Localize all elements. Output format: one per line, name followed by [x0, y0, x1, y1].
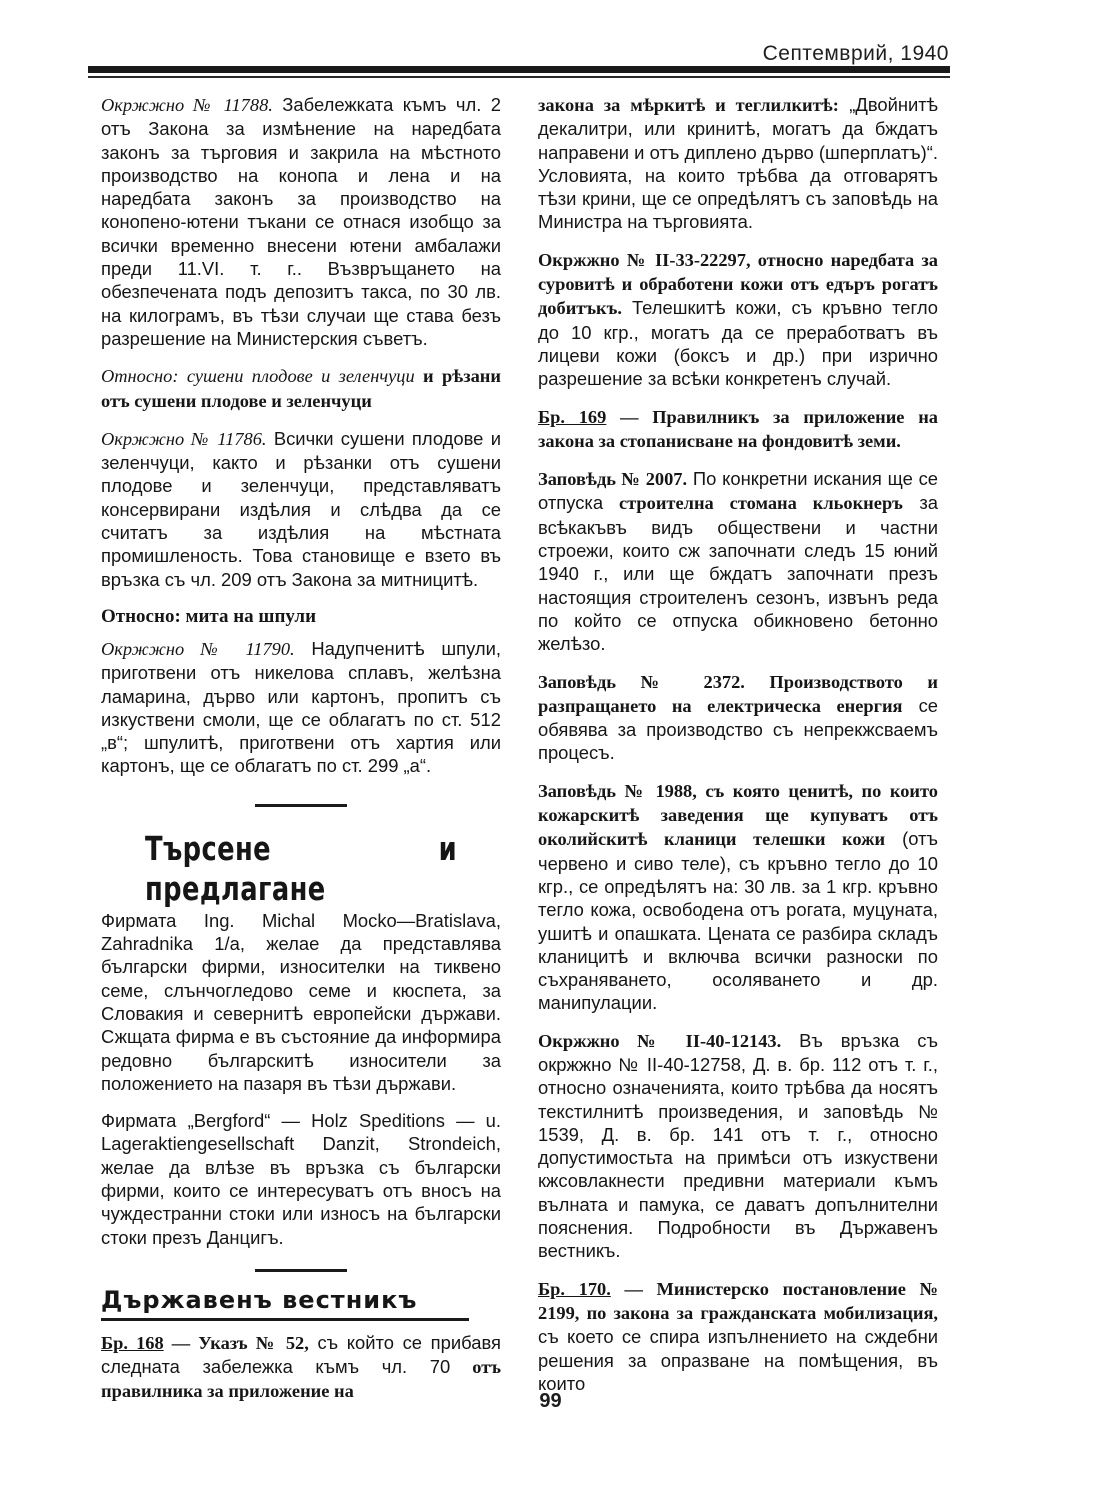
- issue-bold: — Правилникъ за приложение на закона за стопанисване на фондовитѣ земи.: [538, 406, 938, 451]
- circular-11788: [101, 93, 501, 350]
- order-2372: [538, 670, 938, 765]
- heading-bold: и рѣзани отъ сушени плодове и зеленчуци: [101, 366, 501, 411]
- section-title-state-gazette: Държавенъ вестникъ: [101, 1285, 418, 1314]
- circular-bold: Окржжно № II-40-12143.: [538, 1030, 782, 1051]
- issue-text: съ който се прибавя следната забележка къмъ чл. 70: [101, 1331, 501, 1378]
- law-text: „Двойнитѣ декалитри, или кринитѣ, могатъ да бждатъ направени и отъ дипленo дърво (шперплатъ)“. Условията, на които трѣбва да отговарятъ тѣзи крини, ще се опредѣлятъ съ заповѣдь на Министра на търговията.: [538, 94, 938, 233]
- order-text-2: за всѣкакъвъ видъ обществени и частни строежи, които сж започнати следъ 15 юний 1940 г., или ще бждатъ започнати презъ настоящия строителенъ сезонъ, извънъ реда по който се отпуска обикновено бетонно желѣзо.: [538, 492, 938, 655]
- gazette-issue-170: [538, 1277, 938, 1395]
- circular-text: Забележката къмъ чл. 2 отъ Закона за измѣнение на наредбата законъ за търговия и закрила на мѣстното производство на конопа и лена и на наредбата законъ за производство на конопено-ютени тъкани се отнася изобщо за всички временно внесени ютени амбалажи преди 11.VI. т. г.. Възвръщането на обезпечената подъ депозитъ такса, по 30 лв. на килограмъ, въ тѣзи случаи ще става безъ разрешение на Министерския съветъ.: [101, 94, 501, 349]
- issue-ref: Бр. 170.: [538, 1278, 611, 1299]
- right-column: [538, 93, 938, 1395]
- section-separator: [255, 804, 347, 807]
- issue-text: съ което се спира изпълнението на сждебни решения за опразване на помѣщения, въ които: [538, 1326, 938, 1394]
- heading-spools: Относно: мита на шпули: [101, 605, 317, 627]
- issue-ref: Бр. 168: [101, 1332, 164, 1353]
- gazette-rule: [101, 1318, 469, 1321]
- order-1988: [538, 779, 938, 1015]
- heading-italic: Относно: сушени плодове и зеленчуци: [101, 366, 415, 387]
- issue-bold: — Министерско постановление № 2199, по закона за гражданската мобилизация,: [538, 1278, 939, 1323]
- page-number: 99: [539, 1390, 562, 1412]
- circular-ref: Окржжно № 11788.: [101, 95, 273, 115]
- circular-text: Всички сушени плодове и зеленчуци, както и рѣзанки отъ сушени плодове и зеленчуци, представляватъ консервирани издѣлия и слѣдва да се считатъ за издѣлия на мѣстната промишленость. Това становище е взето въ връзка съ чл. 209 отъ Закона за митницитѣ.: [101, 427, 501, 590]
- circular-22297: [538, 248, 938, 391]
- gazette-issue-169: [538, 405, 938, 454]
- order-bold: Заповѣдь № 1988, съ която ценитѣ, по които кожарскитѣ заведения ще купуватъ отъ околийскитѣ кланици телешки кожи: [538, 780, 938, 850]
- circular-text: Въ връзка съ окржжно № II-40-12758, Д. в. бр. 112 отъ т. г., относно означенията, които трѣбва да носятъ текстилнитѣ произведения, и заповѣдь № 1539, Д. в. бр. 141 отъ т. г., относно допустимостьта на примѣси отъ изкуствени кжсовлакнести предивни материали къмъ вълната и памука, се даватъ допълнителни пояснения. Подробности въ Държавенъ вестникъ.: [538, 1029, 938, 1262]
- circular-ref: Окржжно № 11786.: [101, 428, 267, 449]
- order-2007: [538, 467, 938, 655]
- left-column: [101, 93, 501, 1404]
- order-text: (отъ червено и сиво теле), съ кръвно тегло до 10 кгр., се опредѣлятъ на: 30 лв. за 1 кгр. кръвно тегло кожа, освободена отъ рогата, муцуната, ушитѣ и опашката. Цената се разбира складъ кланицитѣ и включва всички разноски по съхраняването, осоляването и др. манипулации.: [538, 828, 938, 1014]
- issue-bold: — Указъ № 52,: [163, 1332, 309, 1353]
- section-title-supply-demand: Търсене и предлагане: [145, 828, 457, 908]
- order-text: се обявява за производство съ непрекжсваемъ процесъ.: [538, 694, 938, 764]
- law-measures: [538, 93, 938, 234]
- page-header-date: Септемврий, 1940: [762, 42, 949, 65]
- heading-dried-fruits: [101, 364, 501, 413]
- ad-bergford: Фирмата „Bergford“ — Holz Speditions — u. Lageraktiengesellschaft Danzit, Strondeich, желае да влѣзе въ връзка съ български фирми, които се интересуватъ отъ вносъ на чуждестранни стоки или износъ на български стоки презъ Данцигъ.: [101, 1110, 501, 1248]
- circular-ref: Окржжно № 11790.: [101, 638, 295, 659]
- order-ref: Заповѣдь № 2007.: [538, 469, 688, 490]
- issue-bold-2: отъ правилника за приложение на: [101, 1357, 501, 1402]
- circular-bold: Окржжно № II-33-22297, относно наредбата за суровитѣ и обработени кожи отъ едъръ рогатъ добитъкъ.: [538, 249, 938, 319]
- header-rule: [88, 66, 950, 73]
- order-bold: Заповѣдь № 2372. Производството и разпращането на електрическа енергия: [538, 671, 938, 716]
- law-bold: закона за мѣркитѣ и теглилкитѣ:: [538, 95, 839, 115]
- header-rule-thin: [88, 76, 950, 78]
- circular-12143: [538, 1029, 938, 1263]
- circular-11790: [101, 637, 501, 778]
- section-separator: [255, 1269, 347, 1272]
- ad-mocko: Фирмата Ing. Michal Mocko—Bratislava, Zahradnika 1/a, желае да представлява български фирми, износителки на тиквено семе, слънчогледово семе и кюспета, за Словакия и севернитѣ европейски държави. Сжщата фирма е въ състояние да информира редовно българскитѣ износители за положението на пазаря въ тѣзи държави.: [101, 909, 501, 1094]
- order-text: По конкретни искания ще се отпуска: [538, 468, 939, 514]
- circular-11786: [101, 427, 501, 591]
- issue-ref: Бр. 169: [538, 406, 607, 427]
- circular-text: Надупченитѣ шпули, приготвени отъ никелова сплавъ, желѣзна ламарина, дърво или картонъ, пропитъ съ изкуствени смоли, ще се облагатъ по ст. 512 „в“; шпулитѣ, приготвени отъ хартия или картонъ, ще се облагатъ по ст. 299 „а“.: [101, 637, 501, 777]
- circular-text: Телешкитѣ кожи, съ кръвно тегло до 10 кгр., могатъ да се преработватъ въ лицеви кожи (боксъ и др.) при изрично разрешение за всѣки конкретенъ случай.: [538, 297, 938, 390]
- order-bold: строителна стомана кльокнеръ: [603, 493, 903, 514]
